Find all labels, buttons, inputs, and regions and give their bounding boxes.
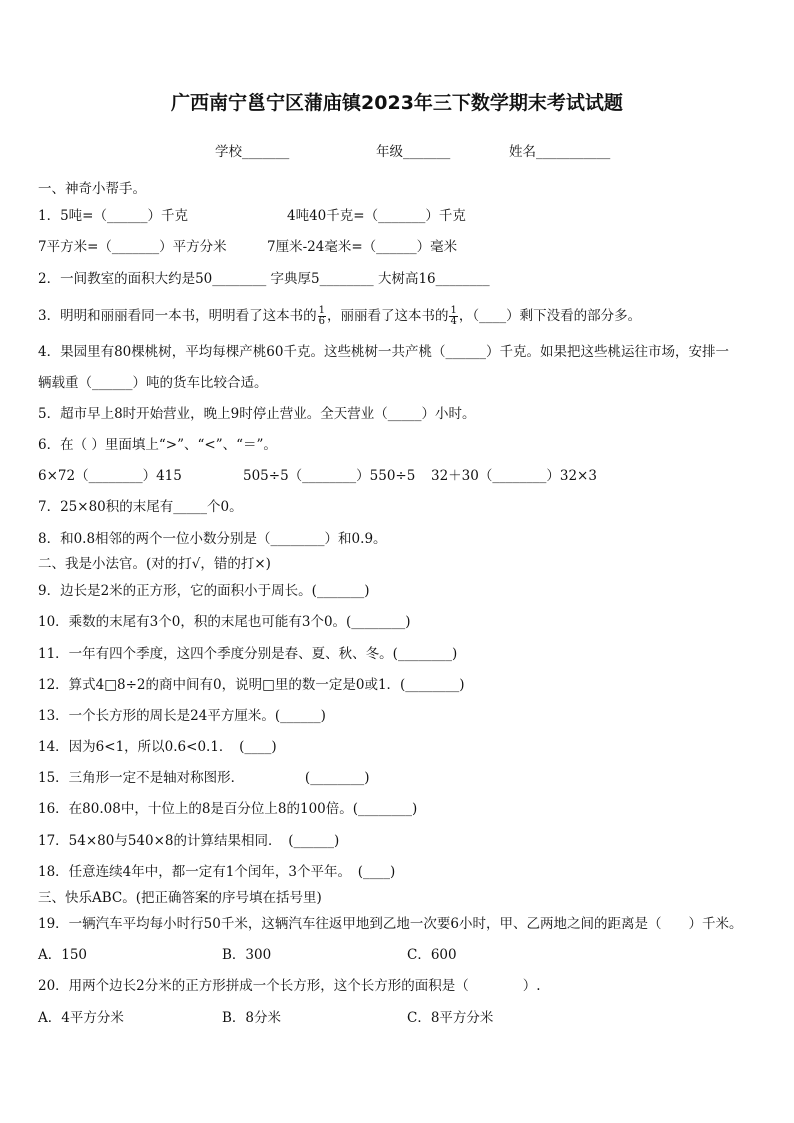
grade-label: 年级 [376,144,403,160]
question-15: 15．三角形一定不是轴对称图形． (________) [38,770,370,786]
question-10: 10．乘数的末尾有3个0，积的末尾也可能有3个0。(________) [38,614,411,630]
question-20-stem: 20．用两个边长2分米的正方形拼成一个长方形，这个长方形的面积是（ ）. [38,978,541,994]
question-4-line-2: 辆载重（______）吨的货车比较合适。 [38,375,268,391]
question-13: 13．一个长方形的周长是24平方厘米。(______) [38,708,326,724]
question-2: 2．一间教室的面积大约是50________ 字典厚5________ 大树高16________ [38,271,490,287]
question-6c: 32＋30（________）32×3 [431,468,597,484]
name-blank: ___________ [536,144,611,160]
school-field [215,140,289,160]
section-heading-2: 二、我是小法官。(对的打√，错的打×) [38,556,271,572]
question-3-pre: 3．明明和丽丽看同一本书，明明看了这本书的 [38,308,317,324]
question-16: 16．在80.08中，十位上的8是百分位上8的100倍。(________) [38,801,418,817]
section-heading-1: 一、神奇小帮手。 [38,181,146,197]
question-3 [38,306,641,327]
name-field [509,140,610,160]
question-9: 9．边长是2米的正方形，它的面积小于周长。(_______) [38,583,370,599]
question-14: 14．因为6<1，所以0.6<0.1． (____) [38,739,277,755]
question-1d: 7厘米-24毫米=（______）毫米 [267,239,458,255]
fraction-one-fourth: $\frac{1}{4}$ [450,305,457,327]
school-blank: _______ [242,144,290,160]
question-6b: 505÷5（________）550÷5 [243,468,416,484]
question-6a: 6×72（________）415 [38,468,182,484]
question-8: 8．和0.8相邻的两个一位小数分别是（________）和0.9。 [38,531,387,547]
question-19-option-c: C．600 [407,947,457,963]
question-1a: 1．5吨=（______）千克 [38,208,188,224]
grade-blank: _______ [403,144,451,160]
question-1b: 4吨40千克=（_______）千克 [287,208,466,224]
question-17: 17．54×80与540×8的计算结果相同． (______) [38,833,340,849]
question-19-option-a: A．150 [38,947,88,963]
question-12: 12．算式4□8÷2的商中间有0，说明□里的数一定是0或1．(________) [38,677,465,693]
question-6-stem: 6．在（ ）里面填上“>”、“<”、“＝”。 [38,437,277,453]
question-20-option-b: B．8分米 [222,1010,282,1026]
school-label: 学校 [215,144,242,160]
fraction-one-sixth: $\frac{1}{6}$ [318,305,325,327]
question-5: 5．超市早上8时开始营业，晚上9时停止营业。全天营业（_____）小时。 [38,406,476,422]
name-label: 姓名 [509,144,536,160]
section-heading-3: 三、快乐ABC。(把正确答案的序号填在括号里) [38,890,322,906]
question-1c: 7平方米=（_______）平方分米 [38,239,227,255]
question-18: 18．任意连续4年中，都一定有1个闰年，3个平年。 (____) [38,864,396,880]
question-3-mid: ，丽丽看了这本书的 [326,308,449,324]
question-7: 7．25×80积的末尾有_____个0。 [38,499,243,515]
question-20-option-a: A．4平方分米 [38,1010,124,1026]
page-title: 广西南宁邕宁区蒲庙镇2023年三下数学期末考试试题 [171,92,623,114]
question-20-option-c: C．8平方分米 [407,1010,494,1026]
question-4-line-1: 4．果园里有80棵桃树，平均每棵产桃60千克。这些桃树一共产桃（______）千克。如果把这些桃运往市场，安排一 [38,344,729,360]
grade-field [376,140,450,160]
question-19-stem: 19．一辆汽车平均每小时行50千米，这辆汽车往返甲地到乙地一次要6小时，甲、乙两地之间的距离是（ ）千米。 [38,916,743,932]
question-3-post: ，（____）剩下没看的部分多。 [458,308,642,324]
question-19-option-b: B．300 [222,947,272,963]
question-11: 11．一年有四个季度，这四个季度分别是春、夏、秋、冬。(________) [38,646,458,662]
